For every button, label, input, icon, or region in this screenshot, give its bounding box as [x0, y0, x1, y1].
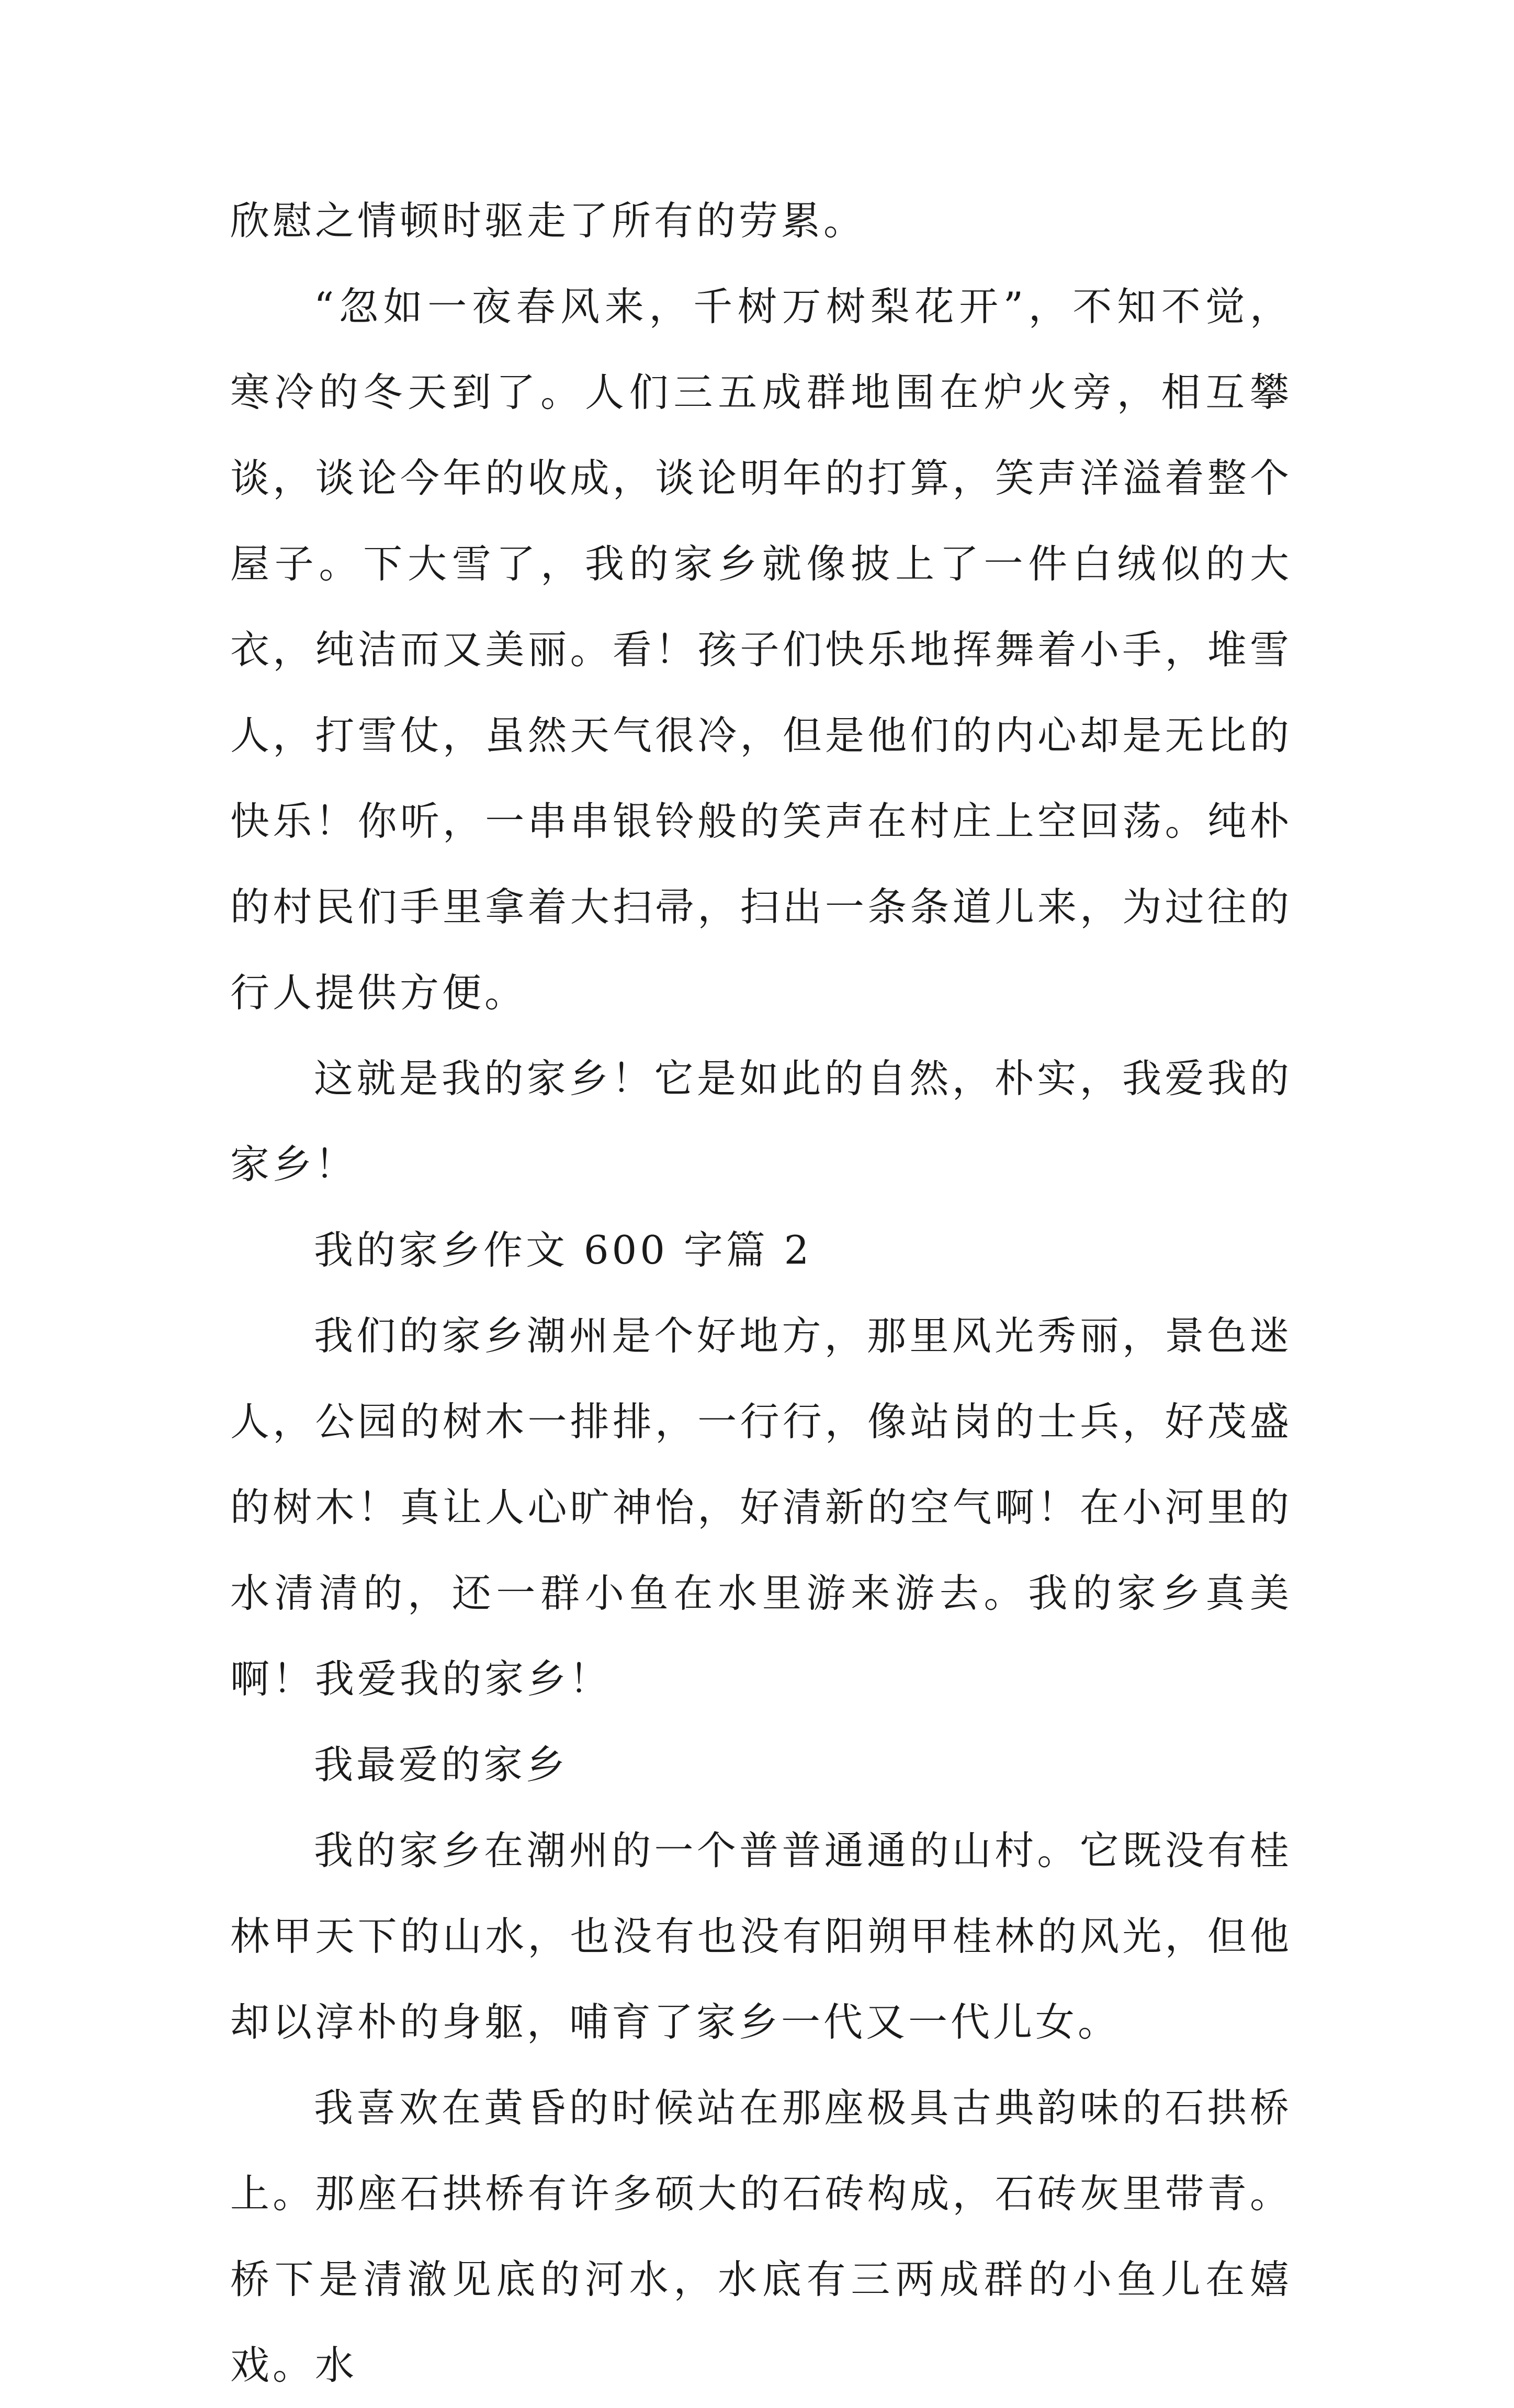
section-heading-favorite-hometown: 我最爱的家乡 [314, 1742, 569, 1788]
body-text [230, 178, 1292, 2408]
paragraph-village: 我的家乡在潮州的一个普普通通的山村。它既没有桂林甲天下的山水，也没有也没有阳朔甲桂林的风光，但他却以淳朴的身躯，哺育了家乡一代又一代儿女。 [230, 1827, 1292, 2045]
paragraph-chaozhou: 我们的家乡潮州是个好地方，那里风光秀丽，景色迷人，公园的树木一排排，一行行，像站岗的士兵，好茂盛的树木！真让人心旷神怡，好清新的空气啊！在小河里的水清清的，还一群小鱼在水里游来游去。我的家乡真美啊！我爱我的家乡！ [230, 1313, 1292, 1702]
section-heading-essay-2: 我的家乡作文 600 字篇 2 [314, 1227, 812, 1273]
paragraph-stone-bridge: 我喜欢在黄昏的时候站在那座极具古典韵味的石拱桥上。那座石拱桥有许多硕大的石砖构成，石砖灰里带青。桥下是清澈见底的河水，水底有三两成群的小鱼儿在嬉戏。水 [230, 2085, 1292, 2388]
paragraph-conclusion: 这就是我的家乡！它是如此的自然，朴实，我爱我的家乡！ [230, 1055, 1292, 1187]
paragraph-winter: “忽如一夜春风来，千树万树梨花开”，不知不觉，寒冷的冬天到了。人们三五成群地围在炉火旁，相互攀谈，谈论今年的收成，谈论明年的打算，笑声洋溢着整个屋子。下大雪了，我的家乡就像披上了一件白绒似的大衣，纯洁而又美丽。看！孩子们快乐地挥舞着小手，堆雪人，打雪仗，虽然天气很冷，但是他们的内心却是无比的快乐！你听，一串串银铃般的笑声在村庄上空回荡。纯朴的村民们手里拿着大扫帚，扫出一条条道儿来，为过往的行人提供方便。 [230, 283, 1292, 1016]
paragraph-continuation: 欣慰之情顿时驱走了所有的劳累。 [230, 198, 866, 244]
